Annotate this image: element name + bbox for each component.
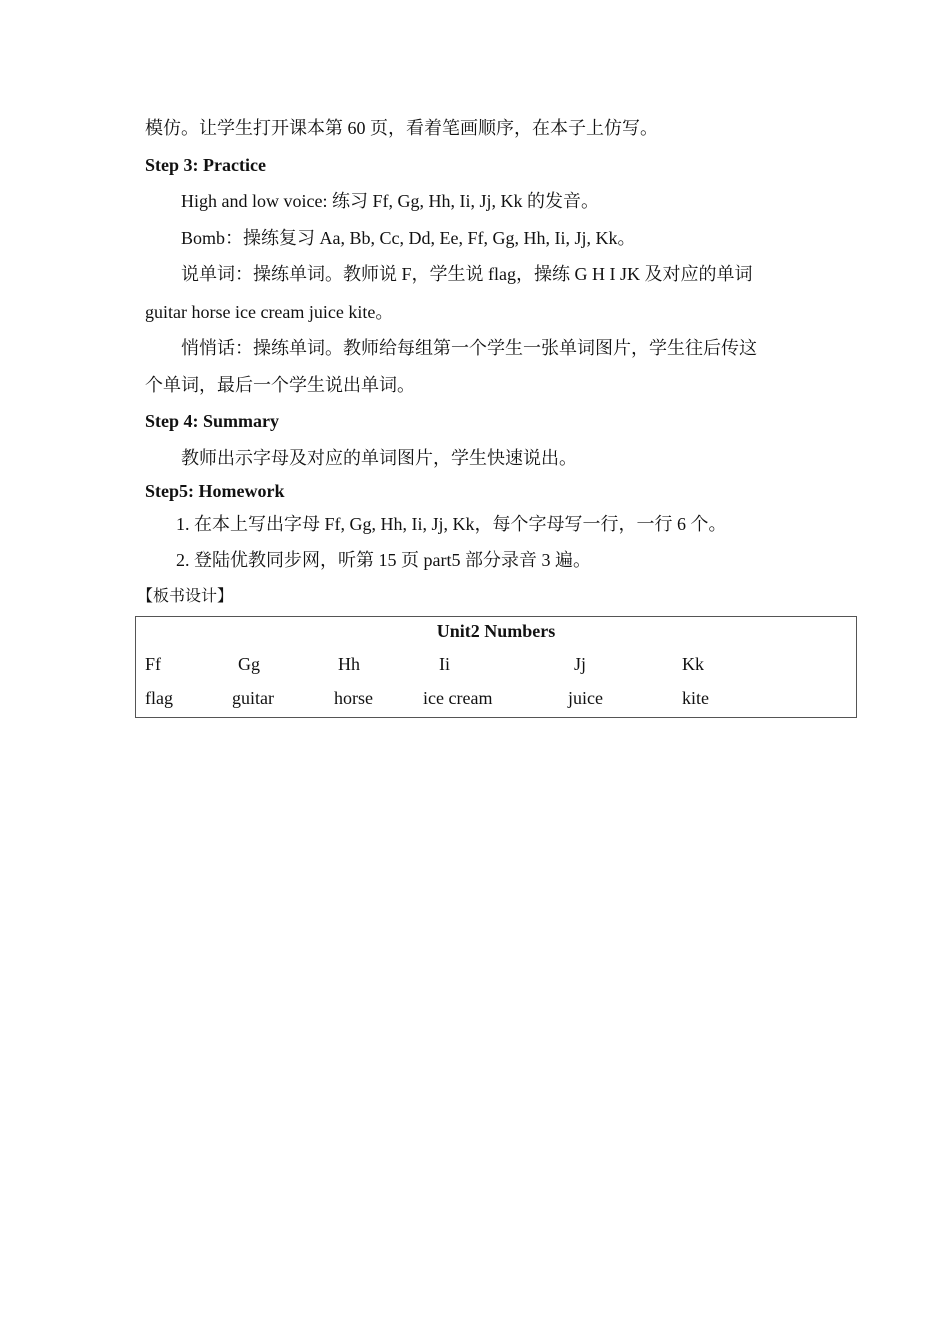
- board-word-flag: flag: [145, 688, 173, 708]
- board-letter-hh: Hh: [338, 654, 360, 674]
- paragraph-say-words: 说单词：操练单词。教师说 F，学生说 flag，操练 G H I JK 及对应的单词: [181, 264, 753, 284]
- board-design-label: 【板书设计】: [137, 588, 234, 605]
- homework-item-2: 2. 登陆优教同步网，听第 15 页 part5 部分录音 3 遍。: [176, 550, 591, 570]
- paragraph-whisper: 悄悄话：操练单词。教师给每组第一个学生一张单词图片，学生往后传这: [181, 338, 757, 358]
- board-word-guitar: guitar: [232, 688, 274, 708]
- paragraph-imitation: 模仿。让学生打开课本第 60 页，看着笔画顺序，在本子上仿写。: [145, 118, 658, 138]
- board-design-table: [135, 616, 857, 718]
- board-letter-gg: Gg: [238, 654, 260, 674]
- paragraph-whisper-cont: 个单词，最后一个学生说出单词。: [145, 375, 415, 395]
- heading-step4: Step 4: Summary: [145, 411, 279, 431]
- paragraph-high-low-voice: High and low voice: 练习 Ff, Gg, Hh, Ii, Jj, Kk 的发音。: [181, 191, 599, 211]
- paragraph-summary: 教师出示字母及对应的单词图片，学生快速说出。: [181, 448, 577, 468]
- board-word-ice-cream: ice cream: [423, 688, 493, 708]
- board-title: Unit2 Numbers: [436, 621, 556, 641]
- board-letter-kk: Kk: [682, 654, 704, 674]
- board-word-horse: horse: [334, 688, 373, 708]
- heading-step3: Step 3: Practice: [145, 155, 266, 175]
- paragraph-bomb: Bomb：操练复习 Aa, Bb, Cc, Dd, Ee, Ff, Gg, Hh, Ii, Jj, Kk。: [181, 228, 636, 248]
- paragraph-say-words-cont: guitar horse ice cream juice kite。: [145, 302, 394, 322]
- heading-step5: Step5: Homework: [145, 481, 285, 501]
- board-letter-ii: Ii: [439, 654, 450, 674]
- homework-item-1: 1. 在本上写出字母 Ff, Gg, Hh, Ii, Jj, Kk，每个字母写一行，一行 6 个。: [176, 514, 727, 534]
- board-letter-ff: Ff: [145, 654, 162, 674]
- board-word-kite: kite: [682, 688, 709, 708]
- board-word-juice: juice: [568, 688, 603, 708]
- board-letter-jj: Jj: [574, 654, 587, 674]
